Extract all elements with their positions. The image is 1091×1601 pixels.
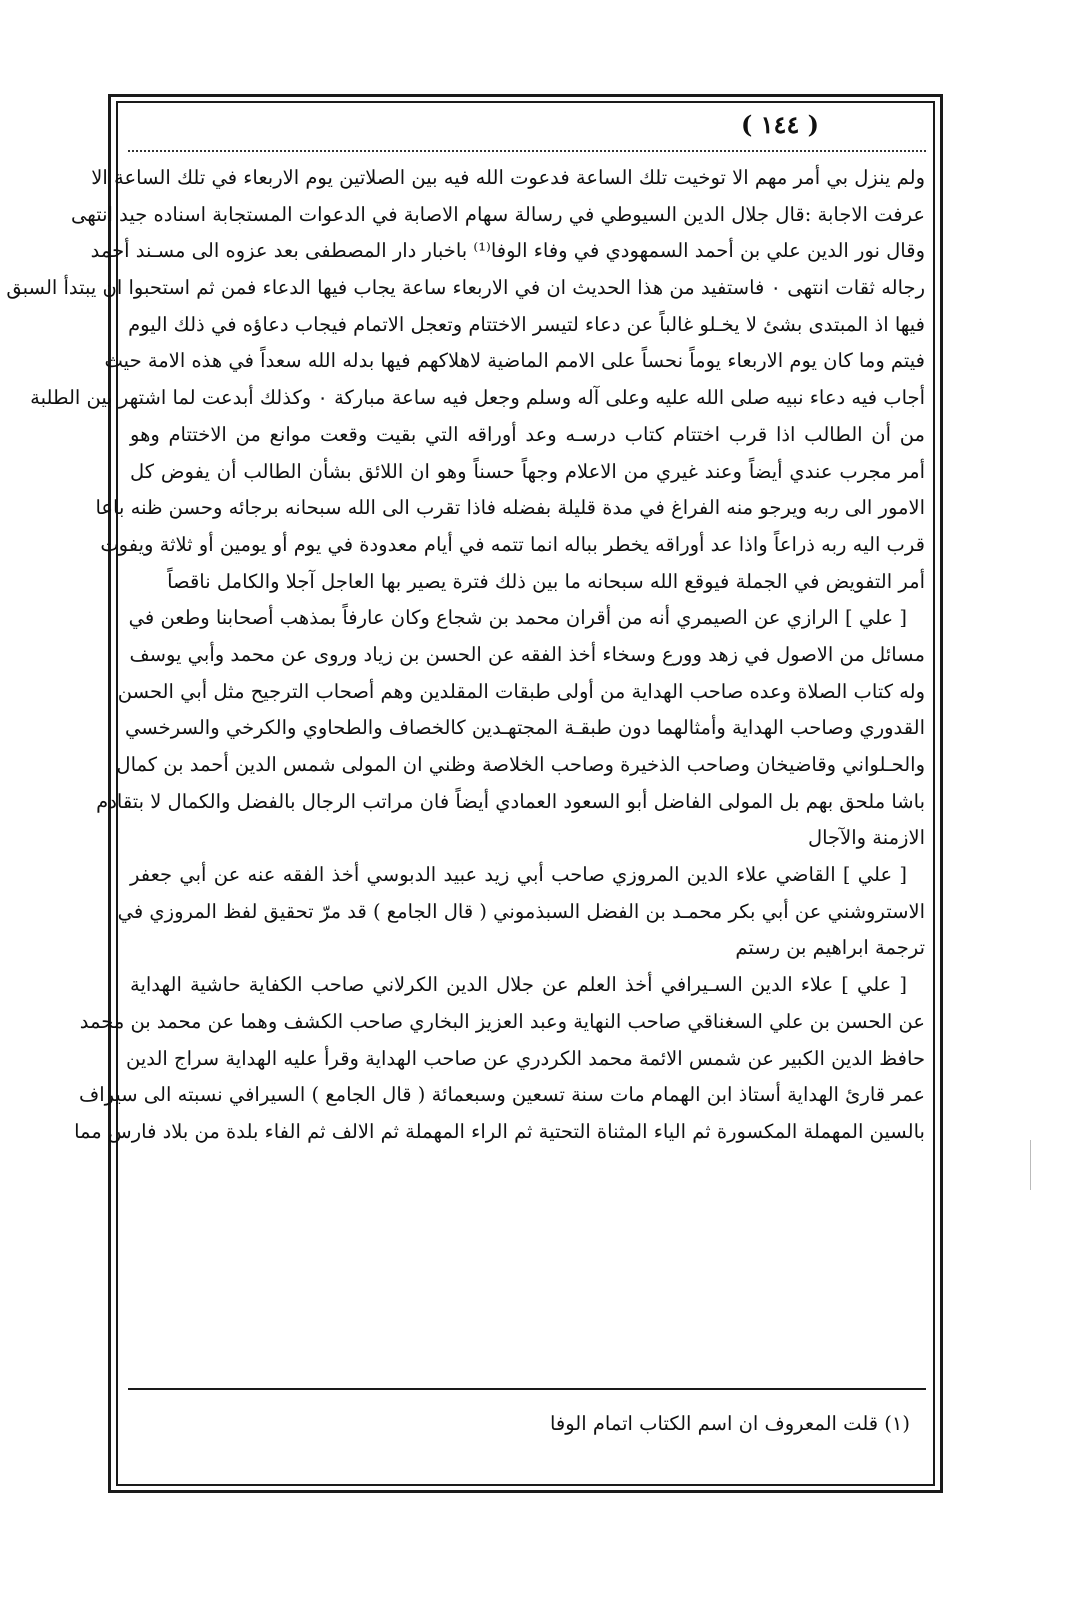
text-line: وقال نور الدين علي بن أحمد السمهودي في وفاء الوفا⁽¹⁾ باخبار دار المصطفى بعد عزوه الى مسـند أحمد: [90, 239, 925, 263]
footnote-rule: [128, 1388, 926, 1390]
header-dotted-rule: [128, 150, 926, 152]
text-line: الازمنة والآجال: [807, 826, 925, 850]
text-line: قرب اليه ربه ذراعاً واذا عد أوراقه يخطر بباله انما تتمه في أيام معدودة في يوم أو يومين أو ثلاثة ويفوت: [100, 532, 925, 556]
entry-start-line: [ علي ] القاضي علاء الدين المروزي صاحب أبي زيد عبيد الدبوسي أخذ الفقه عنه عن أبي جعفر: [130, 863, 907, 887]
entry-start-line: [ علي ] علاء الدين السـيرافي أخذ العلم عن جلال الدين الكرلاني صاحب الكفاية حاشية الهداية: [130, 973, 907, 997]
entry-start-line: [ علي ] الرازي عن الصيمري أنه من أقران محمد بن شجاع وكان عارفاً بمذهب أصحابنا وطعن في: [128, 606, 907, 630]
text-line: حافظ الدين الكبير عن شمس الائمة محمد الكردري عن صاحب الهداية وقرأ عليه الهداية سراج الدين: [125, 1046, 925, 1070]
footnote: (١) قلت المعروف ان اسم الكتاب اتمام الوفا: [549, 1412, 910, 1435]
text-line: مسائل من الاصول في زهد وورع وسخاء أخذ الفقه عن الحسن بن زياد وروى عن محمد وأبي يوسف: [129, 642, 925, 666]
text-line: من أن الطالب اذا قرب اختتام كتاب درسـه وعد أوراقه التي بقيت وقعت موانع من الاختتام وهو: [130, 422, 925, 446]
text-line: عرفت الاجابة :قال جلال الدين السيوطي في رسالة سهام الاصابة في الدعوات المستجابة اسناده جيد انتهى: [70, 202, 925, 226]
text-line: فيها اذ المبتدى بشئ لا يخـلو غالباً عن دعاء لتيسر الاختتام وتعجل الاتمام فيجاب دعاؤه في ذلك اليوم: [128, 312, 925, 336]
text-line: أمر مجرب عندي أيضاً وعند غيري من الاعلام وجهاً حسناً وهو ان اللائق بشأن الطالب أن يفوض كل: [130, 459, 925, 483]
main-text-block: [6, 160, 925, 1151]
text-line: عمر قارئ الهداية أستاذ ابن الهمام مات سنة تسعين وسبعمائة ( قال الجامع ) السيرافي نسبته الى سيراف: [78, 1083, 925, 1107]
text-line: وله كتاب الصلاة وعده صاحب الهداية من أولى طبقات المقلدين وهم أصحاب الترجيح مثل أبي الحسن: [117, 679, 925, 703]
text-line: أمر التفويض في الجملة فيوقع الله سبحانه ما بين ذلك فترة يصير بها العاجل آجلا والكامل ناقصاً: [167, 569, 925, 593]
text-line: الامور الى ربه ويرجو منه الفراغ في مدة قليلة بفضله فاذا تقرب الى الله سبحانه برجائه وحسن ظنه باعا: [95, 496, 925, 520]
page-number: ( ١٤٤ ): [740, 110, 820, 139]
text-line: عن الحسن بن علي السغناقي صاحب النهاية وعبد العزيز البخاري صاحب الكشف وهما عن محمد بن محمد: [79, 1009, 925, 1033]
text-line: باشا ملحق بهم بل المولى الفاضل أبو السعود العمادي أيضاً فان مراتب الرجال بالفضل والكمال لا بتقادم: [96, 789, 925, 813]
text-line: والحـلواني وقاضيخان وصاحب الذخيرة وصاحب الخلاصة وظني ان المولى شمس الدين أحمد بن كمال: [116, 753, 925, 776]
text-line: ترجمة ابراهيم بن رستم: [735, 936, 925, 960]
text-line: ولم ينزل بي أمر مهم الا توخيت تلك الساعة فدعوت الله فيه بين الصلاتين يوم الاربعاء في تلك الساعة الا: [91, 166, 925, 189]
scan-artifact-mark: [1030, 1140, 1031, 1190]
text-line: أجاب فيه دعاء نبيه صلى الله عليه وعلى آله وسلم وجعل فيه ساعة مباركة ٠ وكذلك أبدعت لما اشتهر بين الطلبة: [30, 386, 925, 410]
text-line: فيتم وما كان يوم الاربعاء يوماً نحساً على الامم الماضية لاهلاكهم فيها بدله الله سعداً في هذه الامة حيث: [104, 349, 925, 373]
text-line: رجاله ثقات انتهى ٠ فاستفيد من هذا الحديث ان في الاربعاء ساعة يجاب فيها الدعاء فمن ثم استحبوا ان يبتدأ السبق: [6, 276, 925, 300]
text-line: الاستروشني عن أبي بكر محمـد بن الفضل السبذموني ( قال الجامع ) قد مرّ تحقيق لفظ المروزي في: [117, 899, 925, 923]
text-line: بالسين المهملة المكسورة ثم الياء المثناة التحتية ثم الراء المهملة ثم الالف ثم الفاء بلدة من بلاد فارس مما: [74, 1119, 925, 1143]
text-line: القدوري وصاحب الهداية وأمثالهما دون طبقـة المجتهـدين كالخصاف والطحاوي والكرخي والسرخسي: [124, 716, 925, 740]
